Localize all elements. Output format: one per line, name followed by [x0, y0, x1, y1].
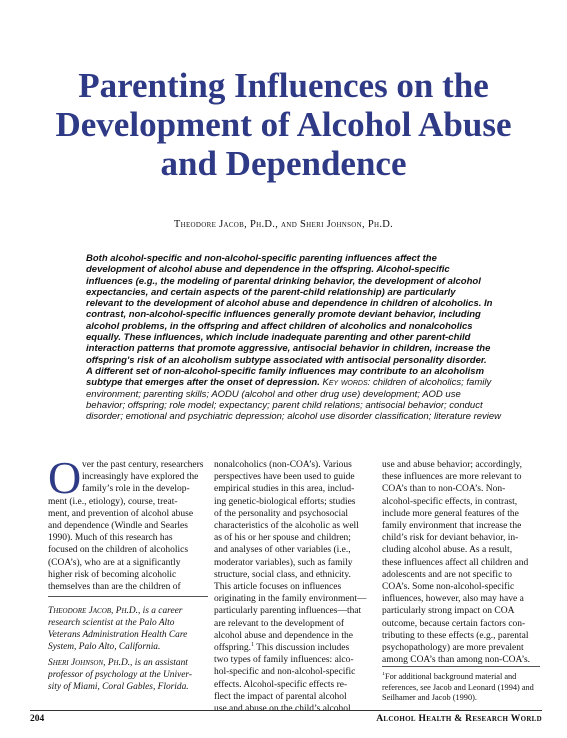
body-line: psychopathology) are more prevalent [382, 643, 524, 654]
body-line: themselves than are the children of [48, 582, 181, 593]
bio-line [48, 605, 213, 617]
body-line: include more general features of the [382, 508, 519, 519]
abstract-line: equally. These influences, which include inadequate parenting and other parent-child [86, 332, 471, 344]
body-text: This discussion includes [256, 643, 350, 654]
body-line: among COA’s than among non-COA’s. [382, 655, 531, 666]
abstract-line: interaction patterns that promote aggressive, antisocial behavior in children, increase the [86, 343, 491, 355]
title-line-1: Parenting Influences on the [78, 66, 489, 105]
bio-divider [48, 596, 208, 597]
abstract-line: alcohol problems, in the offspring and affect children of alcoholics and nonalcoholics [86, 320, 473, 332]
abstract-line: Both alcohol-specific and non-alcohol-specific parenting influences affect the [86, 253, 437, 264]
body-line: COA’s. Some non-alcohol-specific [382, 582, 515, 593]
author-bio-johnson [48, 657, 213, 693]
body-line: alcohol abuse and dependence in the [214, 630, 354, 641]
bio-line: professor of psychology at the Univer- [48, 670, 192, 680]
drop-cap: O [48, 452, 82, 503]
abstract-line: contrast, non-alcohol-specific influences generally promote deviant behavior, including [86, 309, 481, 321]
body-line: and analyses of other variables (i.e., [214, 545, 351, 556]
abstract-line [86, 377, 520, 388]
bio-line: Veterans Administration Health Care [48, 630, 188, 640]
body-column-3 [382, 459, 540, 666]
title-line-3: and Dependence [160, 144, 407, 183]
body-line: perspectives have been used to guide [214, 472, 355, 483]
bio-line: System, Palo Alto, California. [48, 642, 161, 652]
body-line: family’s role in the develop- [82, 484, 190, 495]
footnote-divider [382, 666, 540, 667]
body-line: these influences are more relevant to [382, 472, 522, 483]
article-title [20, 66, 547, 183]
body-line: influences, however, also may have a [382, 594, 524, 605]
bio-text: is a career [142, 606, 183, 616]
journal-name: Alcohol Health & Research World [376, 714, 542, 724]
footnote-line: Seilhamer and Jacob (1990). [382, 693, 477, 702]
body-line: ing genetic-biological efforts; studies [214, 496, 356, 507]
body-line: family environment that increase the [382, 521, 522, 532]
body-line: characteristics of the alcoholic as well [214, 521, 359, 532]
bio-author-name: Theodore Jacob, Ph.D., [48, 606, 141, 616]
body-column-1 [48, 452, 208, 593]
keywords-label: Key words: [322, 377, 371, 389]
body-line: increasingly have explored the [82, 472, 199, 483]
abstract-line: influences (e.g., the modeling of parental drinking behavior, the development of alcohol [86, 275, 481, 287]
body-line: moderator variables), such as family [214, 557, 353, 568]
body-line: of the personality and psychosocial [214, 508, 349, 519]
body-line: (COA’s), who are at a significantly [48, 557, 181, 568]
body-line: adolescents and are not specific to [382, 569, 513, 580]
body-line: focused on the children of alcoholics [48, 545, 189, 556]
body-line: are relevant to the development of [214, 618, 345, 629]
body-line: outcome, because certain factors con- [382, 618, 526, 629]
footnote-line [382, 672, 542, 683]
body-text: offspring. [214, 643, 252, 654]
body-line: ment, and prevention of alcohol abuse [48, 508, 194, 519]
body-line: particularly parenting influences—that [214, 606, 362, 617]
body-line: flect the impact of parental alcohol [214, 691, 347, 702]
abstract-line: development of alcohol abuse and dependence in the offspring. Alcohol-specific [86, 264, 450, 276]
keywords-line: environment; parenting skills; AODU (alcohol and other drug use) development; AOD use [86, 388, 461, 400]
body-line: empirical studies in this area, includ- [214, 484, 355, 495]
body-line: ver the past century, researchers [82, 460, 204, 470]
body-line: higher risk of becoming alcoholic [48, 569, 177, 580]
body-line: child’s risk for deviant behavior, in- [382, 533, 519, 544]
body-line: structure, social class, and ethnicity. [214, 569, 351, 580]
footnote [382, 672, 542, 704]
bio-line: sity of Miami, Coral Gables, Florida. [48, 682, 189, 692]
body-line: use and abuse behavior; accordingly, [382, 460, 522, 470]
body-line: cluding alcohol abuse. As a result, [382, 545, 513, 556]
abstract-line: relevant to the development of alcohol abuse and dependence in children of alcoholics. In [86, 298, 493, 310]
abstract-final-sentence: subtype that emerges after the onset of depression. [86, 377, 320, 389]
body-line: effects. Alcohol-specific effects re- [214, 679, 348, 690]
footnote-reference: 1 [251, 642, 255, 649]
body-line: COA’s than to non-COA’s. Non- [382, 484, 506, 495]
footnote-text: For additional background material and [385, 672, 517, 681]
body-line [214, 642, 374, 654]
body-line: alcohol-specific effects, in contrast, [382, 496, 518, 507]
body-line: as of his or her spouse and children; [214, 533, 351, 544]
body-line: 1990). Much of this research has [48, 533, 173, 544]
keywords-line: disorder; emotional and psychiatric depression; alcohol use disorder classification; literature review [86, 411, 502, 423]
bio-author-name: Sheri Johnson, Ph.D., [48, 658, 133, 668]
title-line-2: Development of Alcohol Abuse [55, 105, 512, 144]
body-line: hol-specific and non-alcohol-specific [214, 667, 356, 678]
bio-text: is an assistant [134, 658, 188, 668]
body-line: and dependence (Windle and Searles [48, 521, 188, 532]
footer-rule [30, 710, 542, 711]
body-line: particularly strong impact on COA [382, 606, 515, 617]
abstract-line: A different set of non-alcohol-specific family influences may contribute to an alcoholism [86, 365, 485, 377]
body-line: these influences affect all children and [382, 557, 529, 568]
abstract-line: expectancies, and certain aspects of the parent-child relationship) are particularly [86, 286, 456, 298]
footnote-number: 1 [382, 672, 385, 677]
body-line: ment (i.e., etiology), course, treat- [48, 496, 178, 507]
body-line: nonalcoholics (non-COA’s). Various [214, 460, 352, 470]
author-byline: Theodore Jacob, Ph.D., and Sheri Johnson, Ph.D. [173, 219, 394, 230]
abstract-line: offspring's risk of an alcoholism subtype associated with antisocial personality disorder. [86, 354, 487, 366]
body-line: two types of family influences: alco- [214, 655, 354, 666]
bio-line: research scientist at the Palo Alto [48, 618, 175, 628]
footnote-line: references, see Jacob and Leonard (1994) and [382, 682, 534, 692]
keywords-text: children of alcoholics; family [372, 377, 492, 389]
keywords-line: behavior; offspring; role model; expectancy; parent child relations; antisocial behavior; conduct [86, 399, 483, 411]
body-line: originating in the family environment— [214, 594, 367, 605]
bio-line [48, 657, 213, 669]
abstract [86, 253, 520, 422]
body-column-2 [214, 459, 374, 715]
author-bio-jacob [48, 605, 213, 653]
page-number: 204 [30, 714, 45, 724]
body-line: This article focuses on influences [214, 582, 342, 593]
body-line: tributing to these effects (e.g., parental [382, 630, 529, 641]
